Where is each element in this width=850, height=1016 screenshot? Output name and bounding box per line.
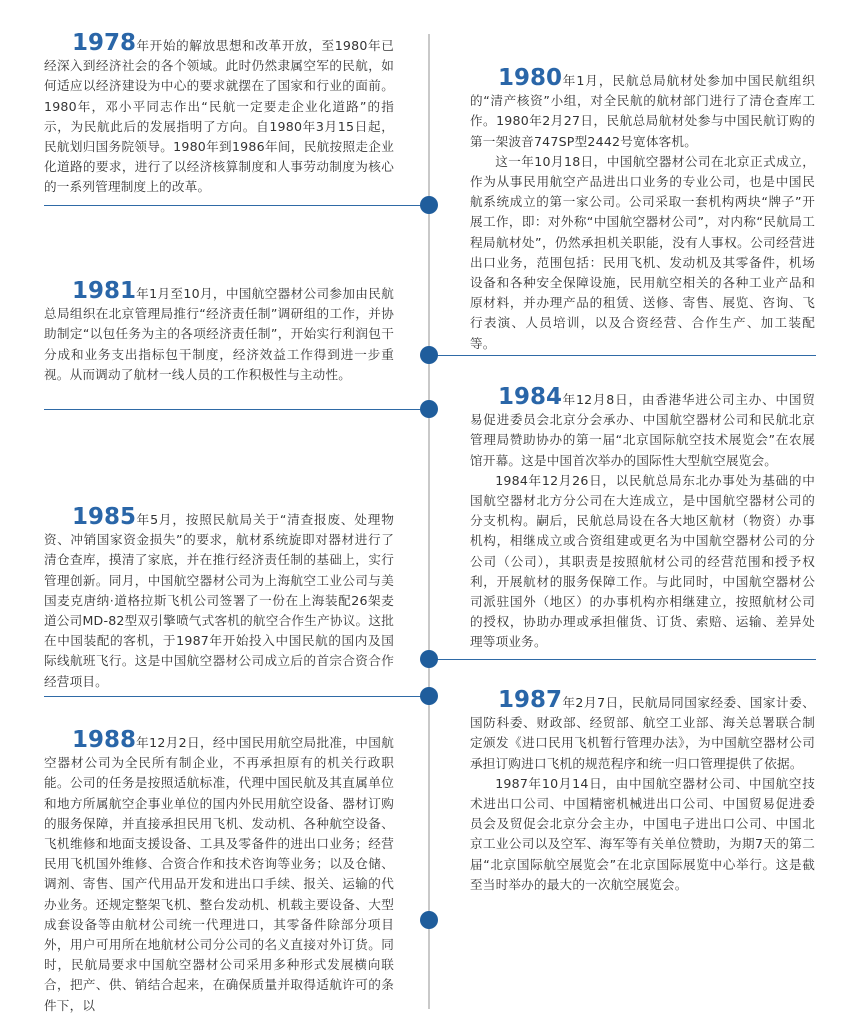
entry-paragraph <box>44 278 394 385</box>
entry-text: 年2月7日，民航局同国家经委、国家计委、国防科委、财政部、经贸部、航空工业部、海关总署联合制定颁发《进口民用飞机暂行管理办法》，为中国航空器材公司承担订购进口飞机的规范程序和统一归口管理提供了依据。 <box>470 695 815 771</box>
entry-paragraph: 1987年10月14日，由中国航空器材公司、中国航空技术进出口公司、中国精密机械进出口公司、中国贸易促进委员会及贸促会北京分会主办，中国电子进出口公司、中国北京工业公司以及空军、海军等有关单位赞助，为期7天的第二届“北京国际航空展览会”在北京国际展览中心举行。这是截至当时举办的最大的一次航空展览会。 <box>470 775 815 892</box>
timeline-connector <box>44 205 422 206</box>
timeline-node <box>420 196 438 214</box>
timeline-node <box>420 400 438 418</box>
entry-text: 年5月，按照民航局关于“清查报废、处理物资、冲销国家资金损失”的要求，航材系统旋即对器材进行了清仓查库，摸清了家底，并在推行经济责任制的基础上，实行管理创新。同月，中国航空器材公司为上海航空工业公司与美国麦克唐纳·道格拉斯飞机公司签署了一份在上海装配26架麦道公司MD-82型双引擎喷气式客机的航空合作生产协议。这批在中国装配的客机，于1987年开始投入中国民航的国内及国际线航班飞行。这是中国航空器材公司成立后的首宗合资合作经营项目。 <box>44 512 394 689</box>
year-label: 1984 <box>498 384 563 410</box>
year-label: 1987 <box>498 687 563 713</box>
entry-1980 <box>470 65 815 354</box>
timeline-connector <box>44 409 422 410</box>
entry-paragraph <box>470 384 815 471</box>
entry-paragraph <box>44 504 394 692</box>
year-label: 1985 <box>72 504 137 530</box>
year-label: 1980 <box>498 65 563 91</box>
entry-text: 年12月8日，由香港华进公司主办、中国贸易促进委员会北京分会承办、中国航空器材公司和民航北京管理局赞助协办的第一届“北京国际航空技术展览会”在农展馆开幕。这是中国首次举办的国际性大型航空展览会。 <box>470 392 815 468</box>
year-label: 1978 <box>72 30 137 56</box>
entry-1987 <box>470 687 815 895</box>
timeline-node <box>420 911 438 929</box>
entry-1978 <box>44 30 394 198</box>
entry-paragraph: 这一年10月18日，中国航空器材公司在北京正式成立，作为从事民用航空产品进出口业务的专业公司，也是中国民航系统成立的第一家公司。公司采取一套机构两块“牌子”开展工作，即：对外称“中国航空器材公司”，对内称“民航局工程局航材处”，仍然承担机关职能，没有人事权。公司经营进出口业务，范围包括：民用飞机、发动机及其零备件，机场设备和各种安全保障设施，民用航空相关的各种工业产品和原材料，并办理产品的租赁、送修、寄售、展览、咨询、飞行表演、人员培训，以及合资经营、合作生产、加工装配等。 <box>470 153 815 351</box>
entry-paragraph <box>470 65 815 152</box>
entry-text: 年12月2日，经中国民用航空局批准，中国航空器材公司为全民所有制企业，不再承担原有的机关行政职能。公司的任务是按照适航标准，代理中国民航及其直属单位和地方所属航空企事业单位的国内外民用航空设备、器材订购的服务保障，并直接承担民用飞机、发动机、各种航空设备、飞机维修和地面支援设备、工具及零备件的进出口业务；经营民用飞机国外维修、合资合作和技术咨询等业务；以及仓储、调剂、寄售、国产代用品开发和进出口手续、报关、运输的代办业务。还规定整架飞机、整台发动机、机载主要设备、大型成套设备等由航材公司统一代理进口，其零备件除部分项目外，用户可用所在地航材公司分公司的名义直接对外订货。同时，民航局要求中国航空器材公司采用多种形式发展横向联合，把产、供、销结合起来，在确保质量并取得适航许可的条件下，以 <box>44 735 394 1013</box>
entry-paragraph <box>44 30 394 198</box>
entry-paragraph <box>470 687 815 774</box>
timeline-node <box>420 687 438 705</box>
entry-text: 年1月，民航总局航材处参加中国民航组织的“清产核资”小组，对全民航的航材部门进行了清仓查库工作。1980年2月27日，民航总局航材处参与中国民航订购的第一架波音747SP型2442号宽体客机。 <box>470 73 815 149</box>
timeline-connector <box>436 355 816 356</box>
entry-text: 年开始的解放思想和改革开放，至1980年已经深入到经济社会的各个领域。此时仍然隶属空军的民航，如何适应以经济建设为中心的要求就摆在了国家和行业的面前。1980年，邓小平同志作出“民航一定要走企业化道路”的指示，为民航此后的发展指明了方向。自1980年3月15日起，民航划归国务院领导。1980年到1986年间，民航按照走企业化道路的要求，进行了以经济核算制度和人事劳动制度为核心的一系列管理制度上的改革。 <box>44 38 394 195</box>
year-label: 1988 <box>72 727 137 753</box>
timeline-node <box>420 650 438 668</box>
entry-1981 <box>44 278 394 385</box>
timeline-connector <box>44 696 422 697</box>
timeline-node <box>420 346 438 364</box>
entry-1985 <box>44 504 394 692</box>
entry-paragraph <box>44 727 394 1016</box>
entry-1988 <box>44 727 394 1016</box>
entry-1984 <box>470 384 815 653</box>
entry-text: 年1月至10月，中国航空器材公司参加由民航总局组织在北京管理局推行“经济责任制”调研组的工作，并协助制定“以包任务为主的各项经济责任制”，开始实行利润包干分成和业务支出指标包干制度，经济效益工作得到进一步重视。从而调动了航材一线人员的工作积极性与主动性。 <box>44 286 394 382</box>
timeline-axis <box>428 34 430 1009</box>
entry-paragraph: 1984年12月26日，以民航总局东北办事处为基础的中国航空器材北方分公司在大连成立，是中国航空器材公司的分支机构。嗣后，民航总局设在各大地区航材（物资）办事机构，相继成立或合资组建或更名为中国航空器材公司的分公司（公司），其职责是按照航材公司的经营范围和授予权利，开展航材的服务保障工作。与此同时，中国航空器材公司派驻国外（地区）的办事机构亦相继建立，按照航材公司的授权，协助办理或承担催货、订货、索赔、运输、差异处理等项业务。 <box>470 472 815 650</box>
timeline-connector <box>436 659 816 660</box>
year-label: 1981 <box>72 278 137 304</box>
